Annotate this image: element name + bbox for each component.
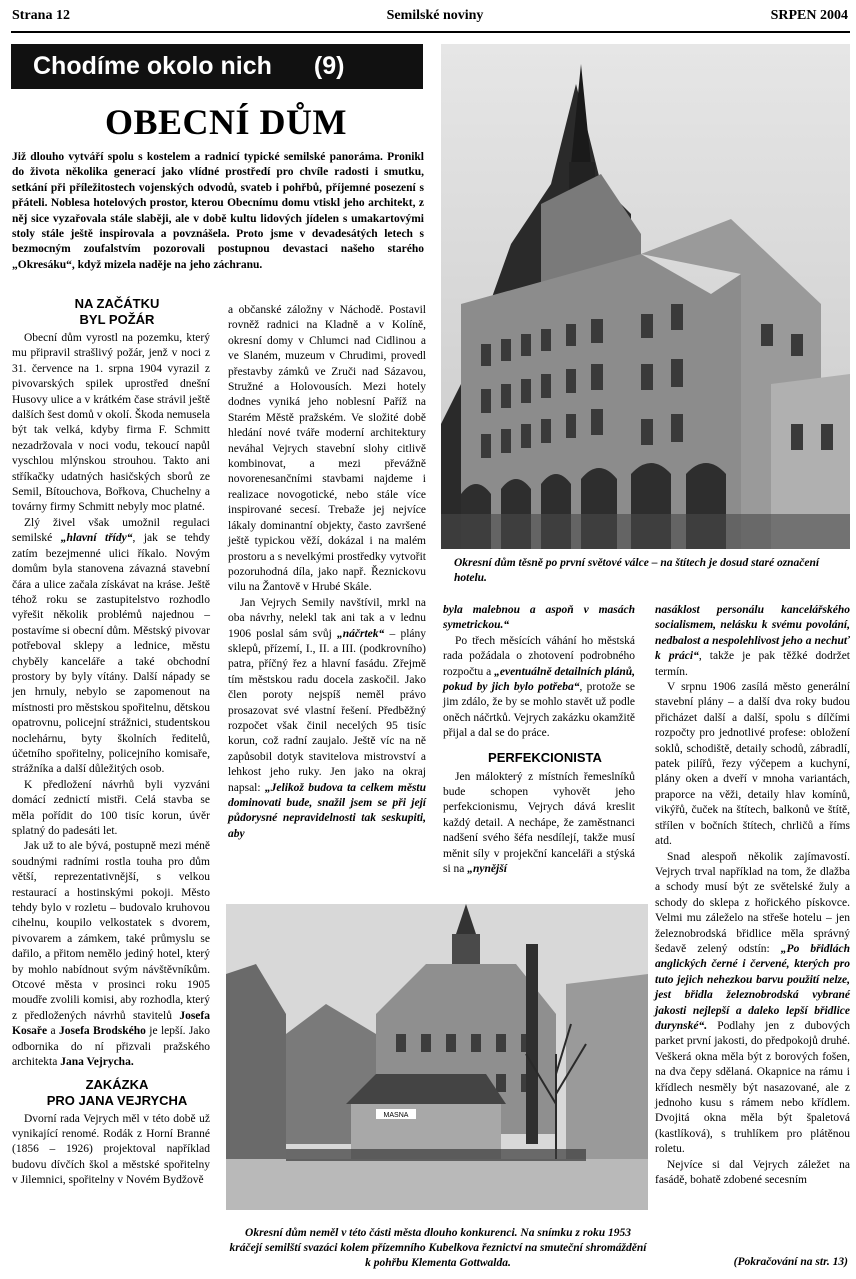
column-3	[443, 603, 635, 878]
column-2	[228, 303, 426, 842]
paragraph: Nejvíce si dal Vejrych záležet na fasádě, bohatě zdobené secesním	[655, 1158, 850, 1187]
paragraph: Po třech měsících váhání ho městská rada požádala o zhotovení podrobného rozpočtu a „eventuálně detailních plánů, pokud by jich bylo potřeba“, protože se jim zdálo, že by se mohlo stavět už podle oněch náčrtků. Vejrych zakázku okamžitě přijal a dal se do práce.	[443, 634, 636, 740]
paragraph: V srpnu 1906 zasílá město generální stavební plány – a další dva roky budou přicházet další a další, spolu s dílčími rozpočty pro jednotlivé profese: obložení soklů, schodiště, detaily schodů, zábradlí, patek pilířů, řezy výčepem a kuchyní, plány oken a dveří v mnoha variantách, praporce na věži, detaily hlav komínů, vikýřů, čuček na štítech, balkonů ve štítě, střílen v bočních štítech, chrličů a říms atd.	[655, 681, 850, 848]
paragraph: a občanské záložny v Náchodě. Postavil rovněž radnici na Kladně a v Kolíně, okresní domy v Chlumci nad Cidlinou a ve Slaném, muzeum v Chrudimi, provedl přestavby zámků ve Zruči nad Sázavou, Stružné a Holovousích. Mezi hotely dodnes vyniká jeho noblesní Paříž na Starém Městě pražském. Ve složité době hledání nové tváře moderní architektury neváhal Vejrych stavební slohy citlivě kombinovat, a mezi převážně novorenesančními stavbami najdeme i realizace novogotické, nebo stále více inspirované secesí. Trebaže jej nejvíce lákaly dominantní objekty, často završené ještě typickou věží, dokázal i na malém prostoru a s nevelkými prostředky vytvořit pozoruhodná díla, jako např. Řeznickovu vilu na Žantově v Hrubé Skále.	[228, 304, 426, 594]
photo-street-1953	[226, 904, 648, 1210]
column-4	[655, 603, 850, 1188]
subhead-pro-jana-vejrycha: PRO JANA VEJRYCHA	[46, 1092, 188, 1108]
series-number: (9)	[313, 52, 345, 80]
subhead-na-zacatku: NA ZAČÁTKU	[74, 296, 160, 311]
header-rule	[11, 31, 850, 33]
paragraph: Snad alespoň několik zajímavostí. Vejrych trval například na tom, že dlažba a schody musí být ze světelské žuly a schody do sklepa z hořického pískovce. Velmi mu záleželo na střeše hotelu – jen železnobrodská břidlice měla správný šedavě zelený odstín: „Po břidlách anglických černé i červené, kterých pro tuto jejich nehezkou barvu použití nelze, jest břidla železnobrodská vybrané jakosti nejlepší a daleko lepší břidlice durynské“. Podlahy jen z dubových parket první jakosti, do předpokojů druhé. Veškerá okna měla být z borových fošen, na dva čepy sdělaná. Okapnice na rámu i křídlech nesměly být nasazované, ale z jednoho kusu s rámem nebo křídlem. Dvojitá okna měla být špaletová (kastlíková), s truhlíkem pro plátěnou roletu.	[655, 850, 850, 1156]
bottom-photo-caption: Okresní dům neměl v této části města dlouho konkurenci. Na snímku z roku 1953 kráčejí semilští svazáci kolem přízemního Kubelkova řeznictví na smuteční shromáždění k pohřbu Klementa Gottwalda.	[229, 1227, 647, 1269]
article-lead: Již dlouho vytváří spolu s kostelem a radnicí typické semilské panoráma. Pronikl do života několika generací jako vlídné prostředí pro chvíle radosti i smutku, setkání při příležitostech vojenských odvodů, svateb i pohřbů, příjemné posezení s přáteli. Noblesa hotelových prostor, kterou Obecnímu domu vtiskl jeho architekt, z něj sice vyzařovala stále slaběji, ale v době kultu lidových jídelen s umakartovými stoly stále ještě inspirovala a povznášela. Proto jsme v devadesátých letech s bezmocným zoufalstvím pozorovali postupnou devastaci našeho starého „Okresáku“, když mizela naděje na jeho záchranu.	[12, 151, 424, 271]
top-photo-caption: Okresní dům těsně po první světové válce – na štítech je dosud staré označení hotelu.	[454, 557, 820, 584]
subhead-byl-pozar: BYL POŽÁR	[79, 312, 155, 327]
paragraph: Obecní dům vyrostl na pozemku, který mu připravil strašlivý požár, jenž v noci z 31. července na 1. srpna 1904 vyrazil z pivovarských spilek uprostřed dnešní Husovy ulice a v krátkém čase strávil ještě dalších šest domů v okolí. Škoda nemusela být tak velká, kdyby firma F. Schmitt nezadržovala v noci vodu, tekoucí napůl vyschlou mlýnskou strouhou. Takto ani stříkačky udatných hasičských sborů ze Semil, Bítouchova, Bořkova, Chuchelny a továrny firmy Schmitt nebyly moc platné.	[12, 332, 210, 514]
subhead-perfekcionista: PERFEKCIONISTA	[488, 749, 602, 765]
paragraph: Jen málokterý z místních řemeslníků bude schopen vyhovět jeho perfekcionismu, Vejrych dává kreslit každý detail. A nechápe, že zaměstnanci nadšení svého šéfa nesdílejí, takže musí měnit síly v projekční kanceláři a stýská si na „nynější	[443, 770, 635, 876]
issue-date: SRPEN 2004	[770, 8, 848, 23]
paragraph: byla malebnou a aspoň v masách symetrickou.“	[443, 604, 635, 632]
column-1	[12, 296, 210, 1189]
article-title: OBECNÍ DŮM	[104, 102, 347, 142]
paragraph: Zlý živel však umožnil regulaci semilské „hlavní třídy“, jak se tehdy zatím bezejmenné ulici říkalo. Novým domům byla stanovena závazná stavební čára a ulice začala získávat na kráse. Ještě téhož roku se zastupitelstvo rozhodlo vyřešit několik problémů najednou – postavíme si obecní dům. Městský pivovar potřeboval sklepy a lednice, městu chyběly kanceláře a také obchodní prostory by byly vítány. Další nápady se jen hrnuly, nebylo se zapomenout na místnosti pro městskou spořitelnu, dětskou opatrovnu, policejní strážnici, studentskou noclehárnu, byty školních ředitelů, účetního spořitelny, policejního komisaře, strážníka a další důležitých osob.	[12, 516, 210, 776]
shop-sign: MASNA	[383, 1112, 409, 1119]
series-title: Chodíme okolo nich	[33, 52, 272, 80]
continued-note: (Pokračování na str. 13)	[733, 1256, 848, 1268]
paragraph: Jak už to ale bývá, postupně mezi méně soudnými radními rostla touha pro dům větší, reprezentativnější, s velkou restaurací a hostinskými pokoji. Město tehdy bylo v rozletu – budovalo kruhovou cihelnu, koupilo velkostatek s dvorem, pivovarem a zámkem, také průmyslu se dařilo, a přitom nemělo jediný hotel, který by mohlo nabídnout svým návštěvníkům. Otcové města v prosinci roku 1905 moudře zvolili komisi, aby rozhodla, který z předložených návrhů stavitelů Josefa Kosaře a Josefa Brodského je lepší. Jako odbornika do ní přizvali pražského architekta Jana Vejrycha.	[12, 840, 210, 1069]
newspaper-name: Semilské noviny	[386, 8, 484, 23]
paragraph: K předložení návrhů byli vyzváni domácí zednictí mistři. Celá stavba se měla pořídit do 100 tisíc korun, úvěr splatný do padesáti let.	[12, 778, 210, 837]
page-number: Strana 12	[12, 8, 70, 23]
subhead-zakazka: ZAKÁZKA	[85, 1076, 149, 1092]
paragraph: Jan Vejrych Semily navštívil, mrkl na oba návrhy, nelekl tak ani tak a v lednu 1906 poslal sám svůj „náčrtek“ – plány sklepů, přízemí, I., II. a III. (podkrovního) patra, příčný řez a hlavní fasádu. Zřejmě tím městskou radu docela zaskočil. Jako člen poroty nejspíš neměl právo prosazovat své vlastní řešení. Předběžný rozpočet však činil necelých 95 tisíc korun, což radní zaujalo. Ještě víc na ně zapůsobil dotyk stavitelova mistrovství a lehkost jeho ruky. Jen jako na okraj napsal: „Jelikož budova ta celkem městu dominovati bude, snažil jsem se při její půdorysné nepravidelnosti tak seskupiti, aby	[228, 596, 427, 840]
series-banner	[11, 44, 423, 89]
paragraph: nasáklost personálu kancelářského socialismem, nelásku k svému povolání, nedbalost a nespolehlivost jeho a nechuť k práci“, takže je pak těžké dodržet termín.	[655, 604, 851, 678]
paragraph: Dvorní rada Vejrych měl v této době už vynikající renomé. Rodák z Horní Branné (1856 – 1926) projektoval například budovu dívčích škol a městské spořitelny v Jilemnici, spořitelny v Novém Bydžově	[12, 1112, 210, 1187]
photo-obecni-dum-1918	[441, 44, 850, 549]
